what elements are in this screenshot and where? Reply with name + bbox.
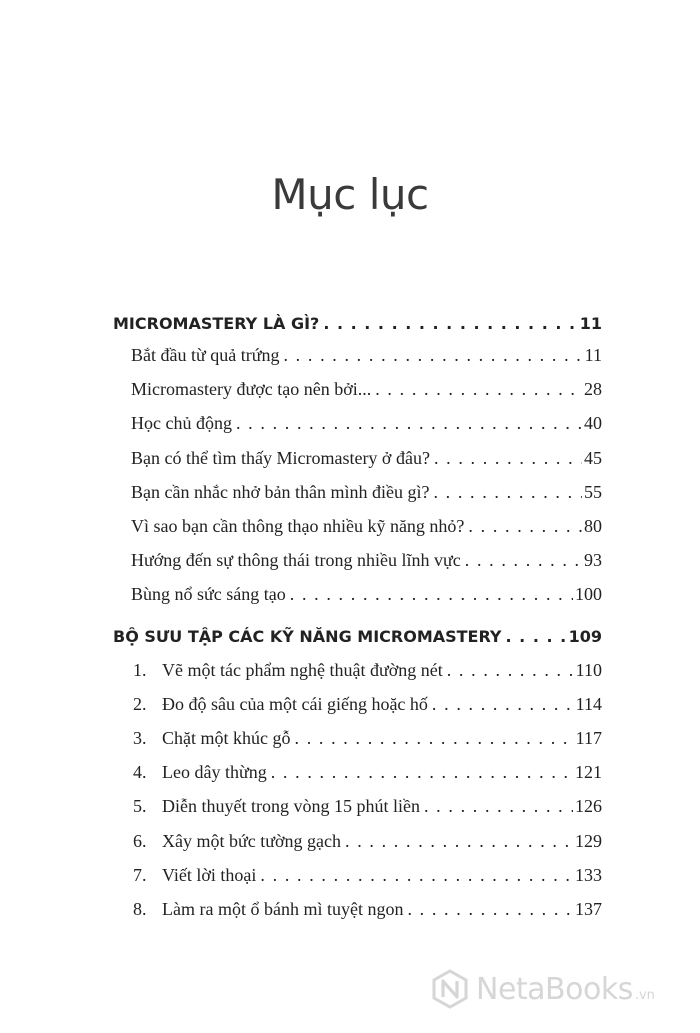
dot-leader	[433, 482, 582, 503]
entry-index: 3.	[133, 728, 147, 748]
toc-entry[interactable]	[113, 345, 602, 375]
entry-label: Diễn thuyết trong vòng 15 phút liền	[162, 796, 420, 816]
entry-label: Micromastery được tạo nên bởi...	[131, 379, 372, 399]
toc-entry[interactable]	[113, 762, 602, 792]
toc-entry[interactable]	[113, 796, 602, 826]
watermark	[430, 966, 655, 1012]
toc-entry[interactable]	[113, 550, 602, 580]
entry-index: 1.	[133, 660, 147, 680]
entry-label: Bạn cần nhắc nhở bản thân mình điều gì?	[131, 482, 430, 502]
dot-leader	[295, 728, 574, 749]
page-number: 40	[584, 413, 602, 433]
dot-leader	[283, 345, 582, 366]
toc-section-heading[interactable]	[113, 314, 602, 344]
dot-leader	[434, 448, 582, 469]
page-number: 45	[584, 448, 602, 468]
dot-leader	[424, 796, 573, 817]
toc-entry[interactable]	[113, 660, 602, 690]
entry-label: Leo dây thừng	[162, 762, 267, 782]
dot-leader	[407, 899, 573, 920]
page-number: 11	[584, 345, 602, 365]
page-number: 100	[575, 584, 602, 604]
entry-label: Viết lời thoại	[162, 865, 257, 885]
entry-index: 6.	[133, 831, 147, 851]
entry-label: Bắt đầu từ quả trứng	[131, 345, 280, 365]
dot-leader	[323, 314, 577, 333]
section-label: BỘ SƯU TẬP CÁC KỸ NĂNG MICROMASTERY	[113, 627, 502, 646]
toc-entry[interactable]	[113, 899, 602, 929]
toc-entry[interactable]	[113, 448, 602, 478]
page-number: 80	[584, 516, 602, 536]
dot-leader	[447, 660, 574, 681]
toc-entry[interactable]	[113, 728, 602, 758]
toc-entry[interactable]	[113, 516, 602, 546]
entry-label: Vì sao bạn cần thông thạo nhiều kỹ năng nhỏ?	[131, 516, 465, 536]
section-label: MICROMASTERY LÀ GÌ?	[113, 314, 320, 333]
entry-label: Bạn có thể tìm thấy Micromastery ở đâu?	[131, 448, 430, 468]
entry-label: Vẽ một tác phẩm nghệ thuật đường nét	[162, 660, 443, 680]
watermark-suffix: .vn	[634, 987, 655, 1003]
entry-label: Làm ra một ổ bánh mì tuyệt ngon	[162, 899, 404, 919]
page-title: Mục lục	[271, 170, 429, 219]
page-number: 110	[575, 660, 602, 680]
toc-entry[interactable]	[113, 831, 602, 861]
page-number: 55	[584, 482, 602, 502]
entry-label: Hướng đến sự thông thái trong nhiều lĩnh vực	[131, 550, 461, 570]
dot-leader	[345, 831, 573, 852]
entry-label: Xây một bức tường gạch	[162, 831, 341, 851]
toc-entry[interactable]	[113, 584, 602, 614]
dot-leader	[236, 413, 582, 434]
page-number: 129	[575, 831, 602, 851]
entry-index: 4.	[133, 762, 147, 782]
toc-entry[interactable]	[113, 694, 602, 724]
page-number: 11	[579, 314, 602, 333]
toc-entry[interactable]	[113, 379, 602, 409]
toc-section-heading[interactable]	[113, 627, 602, 657]
dot-leader	[290, 584, 573, 605]
page-number: 117	[575, 728, 602, 748]
page-number: 109	[568, 627, 602, 646]
page-number: 133	[575, 865, 602, 885]
entry-index: 2.	[133, 694, 147, 714]
toc-entry[interactable]	[113, 865, 602, 895]
watermark-brand: NetaBooks	[476, 971, 633, 1007]
netabooks-logo-icon	[430, 969, 470, 1009]
toc-entry[interactable]	[113, 413, 602, 443]
entry-index: 5.	[133, 796, 147, 816]
page-number: 137	[575, 899, 602, 919]
dot-leader	[260, 865, 573, 886]
entry-label: Bùng nổ sức sáng tạo	[131, 584, 286, 604]
dot-leader	[465, 550, 582, 571]
dot-leader	[432, 694, 574, 715]
dot-leader	[506, 627, 567, 646]
page-number: 126	[575, 796, 602, 816]
entry-index: 7.	[133, 865, 147, 885]
page-number: 28	[584, 379, 602, 399]
page-number: 93	[584, 550, 602, 570]
dot-leader	[271, 762, 573, 783]
entry-label: Học chủ động	[131, 413, 232, 433]
toc-entry[interactable]	[113, 482, 602, 512]
entry-index: 8.	[133, 899, 147, 919]
entry-label: Chặt một khúc gỗ	[162, 728, 291, 748]
dot-leader	[375, 379, 582, 400]
page-number: 114	[575, 694, 602, 714]
page-number: 121	[575, 762, 602, 782]
entry-label: Đo độ sâu của một cái giếng hoặc hố	[162, 694, 428, 714]
dot-leader	[468, 516, 582, 537]
